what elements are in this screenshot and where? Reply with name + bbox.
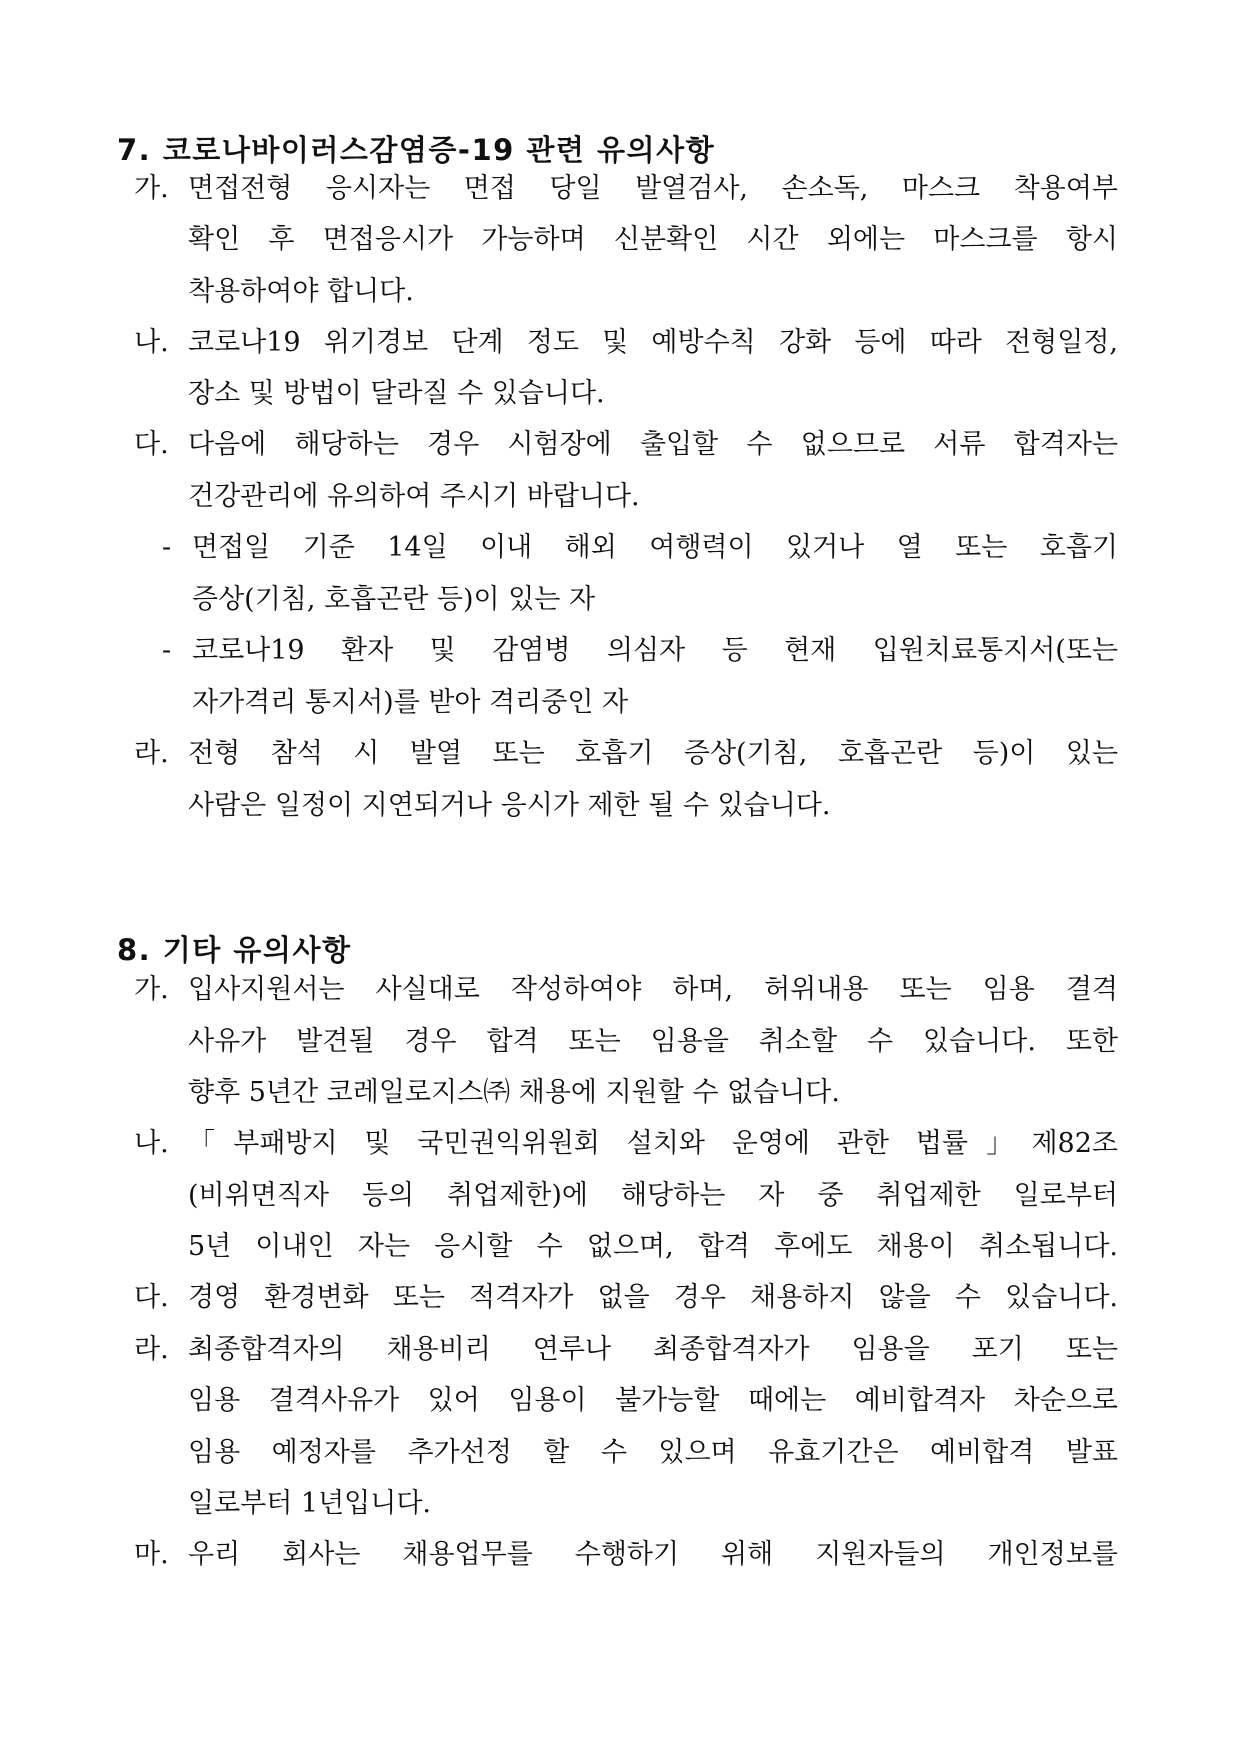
section-8-item-ra-marker: 라. (134, 1334, 169, 1365)
section-8-item-na-line-3: 5년 이내인 자는 응시할 수 없으며, 합격 후에도 채용이 취소됩니다. (188, 1231, 1118, 1262)
section-7-item-da-line-1: 다음에 해당하는 경우 시험장에 출입할 수 없으므로 서류 합격자는 (188, 429, 1118, 460)
section-7-subitem-2-line-1: 코로나19 환자 및 감염병 의심자 등 현재 입원치료통지서(또는 (192, 635, 1118, 666)
section-7-item-ga-line-1: 면접전형 응시자는 면접 당일 발열검사, 손소독, 마스크 착용여부 (188, 173, 1118, 204)
section-7-item-na-line-1: 코로나19 위기경보 단계 정도 및 예방수칙 강화 등에 따라 전형일정, (188, 327, 1118, 358)
section-7-heading: 7. 코로나바이러스감염증-19 관련 유의사항 (117, 133, 716, 167)
section-8-item-ga-line-3: 향후 5년간 코레일로지스㈜ 채용에 지원할 수 없습니다. (188, 1077, 840, 1108)
section-7-subitem-1-marker: - (162, 532, 172, 563)
section-8-item-ma-marker: 마. (134, 1539, 169, 1570)
section-8-item-ga-marker: 가. (134, 974, 169, 1005)
section-8-item-na-line-2: (비위면직자 등의 취업제한)에 해당하는 자 중 취업제한 일로부터 (188, 1180, 1118, 1211)
section-7-item-na-line-2: 장소 및 방법이 달라질 수 있습니다. (188, 378, 605, 409)
section-7-subitem-1-line-2: 증상(기침, 호흡곤란 등)이 있는 자 (192, 584, 596, 615)
section-7-item-na-marker: 나. (134, 327, 169, 358)
section-7-item-ga-line-2: 확인 후 면접응시가 가능하며 신분확인 시간 외에는 마스크를 항시 (188, 224, 1118, 255)
section-7-item-da-marker: 다. (134, 429, 169, 460)
section-7-item-ga-marker: 가. (134, 173, 169, 204)
section-8-item-ra-line-1: 최종합격자의 채용비리 연루나 최종합격자가 임용을 포기 또는 (188, 1334, 1118, 1365)
section-7-subitem-2-line-2: 자가격리 통지서)를 받아 격리중인 자 (192, 687, 629, 718)
section-8-item-ra-line-2: 임용 결격사유가 있어 임용이 불가능할 때에는 예비합격자 차순으로 (188, 1385, 1118, 1416)
section-8-item-da-marker: 다. (134, 1282, 169, 1313)
section-7-item-da-line-2: 건강관리에 유의하여 주시기 바랍니다. (188, 481, 640, 512)
section-7-item-ra-marker: 라. (134, 738, 169, 769)
section-8-item-ga-line-1: 입사지원서는 사실대로 작성하여야 하며, 허위내용 또는 임용 결격 (188, 974, 1118, 1005)
section-7-item-ga-line-3: 착용하여야 합니다. (188, 276, 414, 307)
section-8-item-na-line-1: 「부패방지 및 국민권익위원회 설치와 운영에 관한 법률」제82조 (188, 1128, 1118, 1159)
section-7-subitem-2-marker: - (162, 635, 172, 666)
section-7-item-ra-line-1: 전형 참석 시 발열 또는 호흡기 증상(기침, 호흡곤란 등)이 있는 (188, 738, 1118, 769)
section-8-item-ra-line-3: 임용 예정자를 추가선정 할 수 있으며 유효기간은 예비합격 발표 (188, 1437, 1118, 1468)
section-8-heading: 8. 기타 유의사항 (117, 933, 352, 967)
section-8-item-da-line-1: 경영 환경변화 또는 적격자가 없을 경우 채용하지 않을 수 있습니다. (188, 1282, 1118, 1313)
section-8-item-ma-line-1: 우리 회사는 채용업무를 수행하기 위해 지원자들의 개인정보를 (188, 1539, 1118, 1570)
section-7-item-ra-line-2: 사람은 일정이 지연되거나 응시가 제한 될 수 있습니다. (188, 790, 831, 821)
section-8-item-ra-line-4: 일로부터 1년입니다. (188, 1488, 431, 1519)
section-7-subitem-1-line-1: 면접일 기준 14일 이내 해외 여행력이 있거나 열 또는 호흡기 (192, 532, 1118, 563)
section-8-item-na-marker: 나. (134, 1128, 169, 1159)
section-8-item-ga-line-2: 사유가 발견될 경우 합격 또는 임용을 취소할 수 있습니다. 또한 (188, 1026, 1118, 1057)
